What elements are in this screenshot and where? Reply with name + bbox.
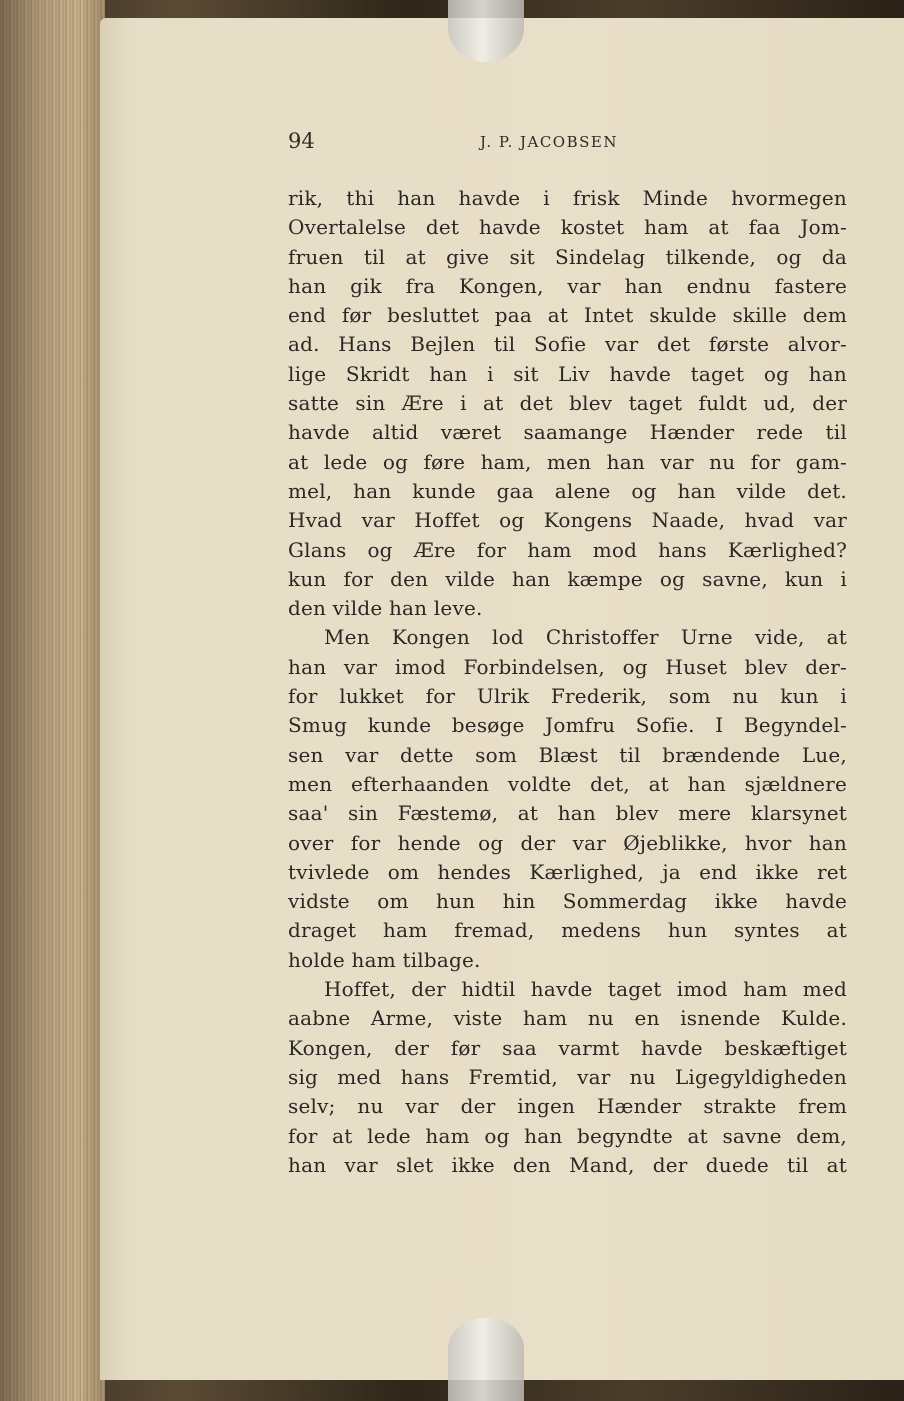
text-line: havde altid været saamange Hænder rede til [288,420,847,445]
body-text [288,184,847,1180]
text-line: vidste om hun hin Sommerdag ikke havde [288,889,847,914]
text-line: Smug kunde besøge Jomfru Sofie. I Begyndel- [288,713,847,738]
text-line: lige Skridt han i sit Liv havde taget og han [288,361,847,386]
text-line: over for hende og der var Øjeblikke, hvor han [288,830,847,855]
text-line: end før besluttet paa at Intet skulde skille dem [288,303,847,328]
text-line: sen var dette som Blæst til brændende Lue, [288,742,847,767]
scanner-clamp-bottom [448,1318,524,1401]
text-line: han var imod Forbindelsen, og Huset blev der- [288,654,847,679]
text-line: sig med hans Fremtid, var nu Ligegyldigheden [288,1064,847,1089]
text-line: rik, thi han havde i frisk Minde hvormegen [288,186,847,210]
text-line: satte sin Ære i at det blev taget fuldt ud, der [288,391,847,416]
text-line: tvivlede om hendes Kærlighed, ja end ikke ret [288,859,847,884]
text-line: for at lede ham og han begyndte at savne dem, [288,1123,847,1148]
text-line: Hvad var Hoffet og Kongens Naade, hvad var [288,508,847,533]
text-line: mel, han kunde gaa alene og han vilde det. [288,478,847,503]
text-line: den vilde han leve. [288,596,483,621]
text-line: Glans og Ære for ham mod hans Kærlighed? [288,537,847,562]
text-line: selv; nu var der ingen Hænder strakte frem [288,1094,847,1119]
text-line: ad. Hans Bejlen til Sofie var det første alvor- [288,332,847,357]
text-line: Men Kongen lod Christoffer Urne vide, at [324,625,847,650]
text-line: han var slet ikke den Mand, der duede til at [288,1152,847,1177]
text-line: draget ham fremad, medens hun syntes at [288,918,847,943]
text-line: fruen til at give sit Sindelag tilkende, og da [288,244,847,269]
text-line: saa' sin Fæstemø, at han blev mere klarsynet [288,801,847,826]
text-line: kun for den vilde han kæmpe og savne, kun i [288,566,847,591]
text-line: holde ham tilbage. [288,947,481,972]
text-line: Overtalelse det havde kostet ham at faa Jom- [288,215,847,240]
text-line: Hoffet, der hidtil havde taget imod ham med [324,977,847,1002]
text-line: for lukket for Ulrik Frederik, som nu kun i [288,684,847,709]
page-number: 94 [288,129,315,153]
text-line: aabne Arme, viste ham nu en isnende Kulde. [288,1006,847,1031]
running-head: J. P. JACOBSEN [480,133,618,151]
text-line: men efterhaanden voldte det, at han sjældnere [288,771,847,796]
text-line: Kongen, der før saa varmt havde beskæftiget [288,1035,847,1060]
page-edges-shadow [0,0,105,1401]
text-line: han gik fra Kongen, var han endnu fastere [288,273,847,298]
text-line: at lede og føre ham, men han var nu for gam- [288,449,847,474]
